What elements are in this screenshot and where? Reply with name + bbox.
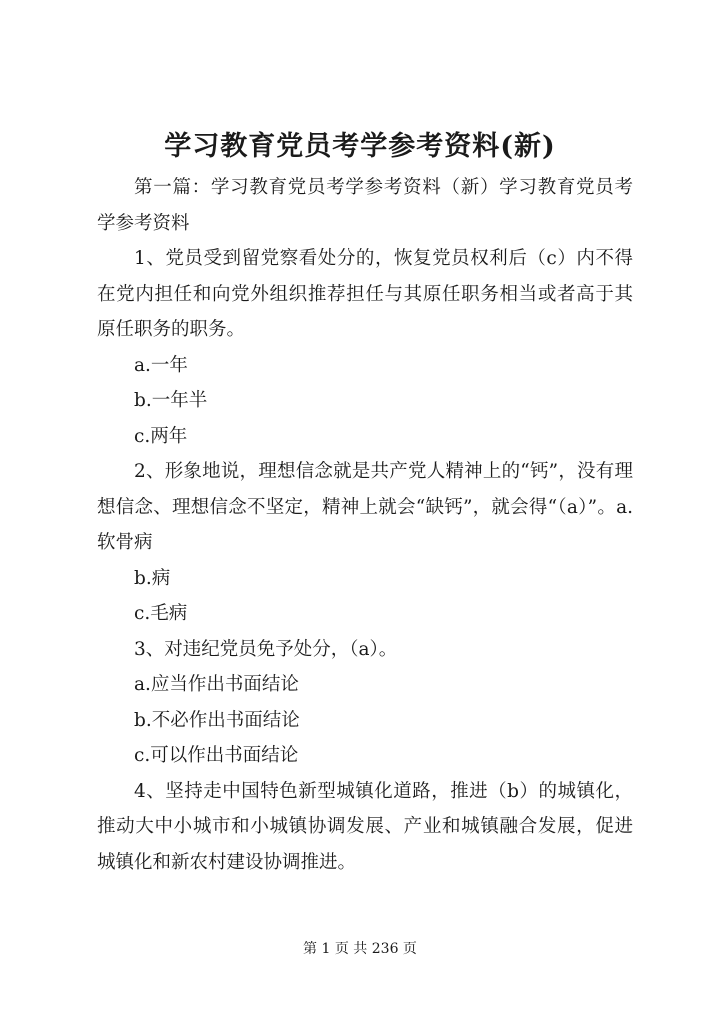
question-1: 1、党员受到留党察看处分的，恢复党员权利后（c）内不得在党内担任和向党外组织推荐担任与其原任职务相当或者高于其原任职务的职务。 [97,248,633,340]
question-2-option-b: b.病 [134,567,171,589]
question-1-option-a: a.一年 [134,354,188,376]
document-body [97,170,633,880]
page-footer: 第 1 页 共 236 页 [303,941,417,957]
question-2: 2、形象地说，理想信念就是共产党人精神上的“钙”，没有理想信念、理想信念不坚定，精神上就会“缺钙”，就会得“（a）”。a.软骨病 [97,461,633,553]
paragraph-intro: 第一篇：学习教育党员考学参考资料（新）学习教育党员考学参考资料 [97,177,633,234]
document-title: 学习教育党员考学参考资料(新) [164,131,556,162]
question-3-option-b: b.不必作出书面结论 [134,709,300,731]
question-3-option-a: a.应当作出书面结论 [134,674,299,695]
question-3: 3、对违纪党员免予处分，（a）。 [134,638,398,660]
question-4: 4、坚持走中国特色新型城镇化道路，推进（b）的城镇化，推动大中小城市和小城镇协调发展、产业和城镇融合发展，促进城镇化和新农村建设协调推进。 [97,780,633,873]
question-1-option-b: b.一年半 [134,390,208,411]
question-1-option-c: c.两年 [134,425,188,447]
question-2-option-c: c.毛病 [134,603,188,624]
question-3-option-c: c.可以作出书面结论 [134,745,299,766]
